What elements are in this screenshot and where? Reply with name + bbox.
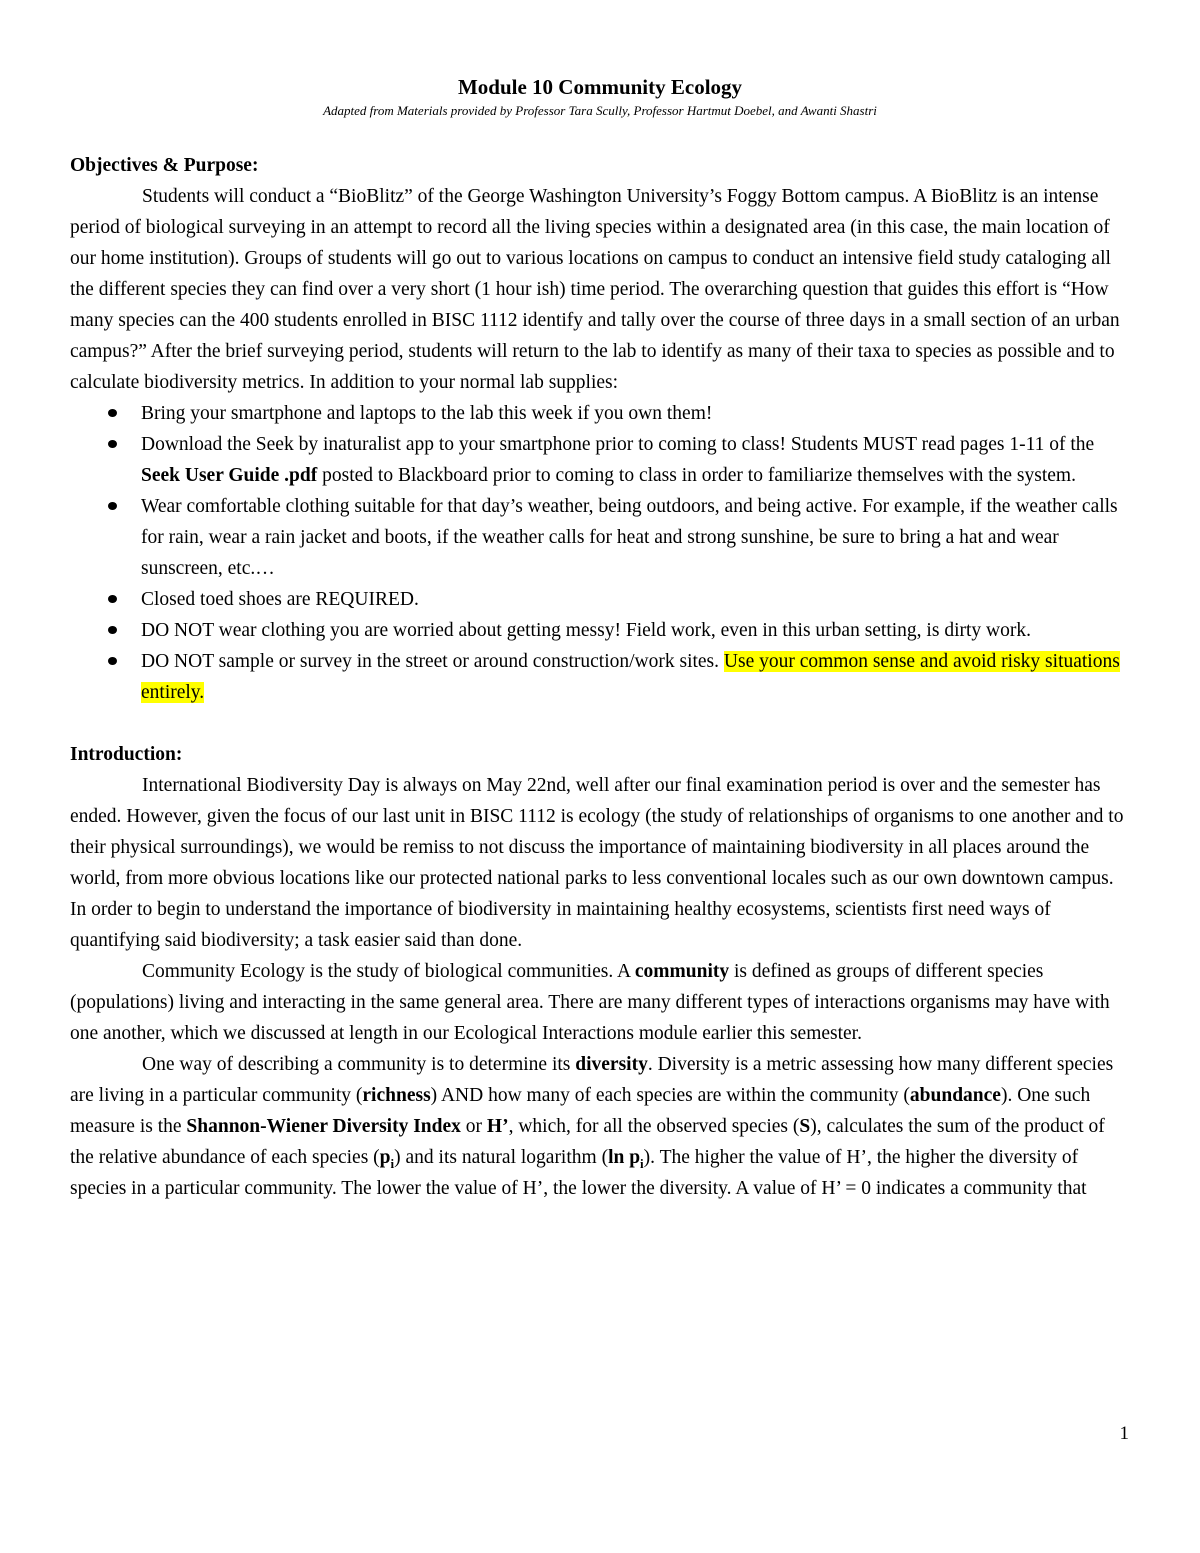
- term-shannon-wiener: Shannon-Wiener Diversity Index: [186, 1116, 461, 1137]
- bullet-icon: [108, 440, 117, 448]
- text-run: ), calculates the sum of the product of the relative abundance of each species (: [70, 1116, 1105, 1168]
- page-title: Module 10 Community Ecology: [457, 75, 743, 99]
- term-s: S: [799, 1116, 811, 1137]
- introduction-paragraph-2: [70, 956, 1130, 1049]
- spacer: [70, 708, 1130, 739]
- bullet-icon: [108, 595, 117, 603]
- seek-guide-reference: Seek User Guide .pdf: [141, 465, 318, 486]
- supplies-list: [70, 398, 1130, 708]
- text-run: One way of describing a community is to determine its: [142, 1054, 576, 1075]
- bullet-text: Closed toed shoes are REQUIRED.: [141, 589, 419, 610]
- introduction-heading: Introduction:: [70, 744, 183, 765]
- list-item: [70, 584, 1130, 615]
- introduction-paragraph-3: [70, 1049, 1130, 1204]
- bullet-text: posted to Blackboard prior to coming to class in order to familiarize themselves with the system.: [317, 465, 1076, 486]
- text-run: , which, for all the observed species (: [508, 1116, 800, 1137]
- text-run: is defined as groups of different species (populations) living and interacting in the same general area. There are many different types of interactions organisms may have with one another, which we discussed at length in our Ecological Interactions module earlier this semester.: [70, 961, 1110, 1044]
- bullet-icon: [108, 502, 117, 510]
- list-item: [70, 429, 1130, 491]
- bullet-icon: [108, 657, 117, 665]
- text-run: ). The higher the value of H’, the higher the diversity of species in a particular community. The lower the value of H’, the lower the diversity. A value of H’ = 0 indicates a community that: [70, 1147, 1087, 1199]
- text-run: ). One such measure is the: [70, 1085, 1091, 1137]
- bullet-text: Wear comfortable clothing suitable for that day’s weather, being outdoors, and being active. For example, if the weather calls for rain, wear a rain jacket and boots, if the weather calls for heat and strong sunshine, be sure to bring a hat and wear sunscreen, etc.…: [141, 496, 1118, 579]
- text-run: or: [460, 1116, 487, 1137]
- text-run: Community Ecology is the study of biological communities. A: [142, 961, 635, 982]
- text-run: ) and its natural logarithm (: [394, 1147, 609, 1168]
- bullet-text: DO NOT wear clothing you are worried about getting messy! Field work, even in this urban setting, is dirty work.: [141, 620, 1031, 641]
- term-community: community: [634, 961, 730, 982]
- objectives-paragraph: Students will conduct a “BioBlitz” of the George Washington University’s Foggy Bottom campus. A BioBlitz is an intense period of biological surveying in an attempt to record all the living species within a designated area (in this case, the main location of our home institution). Groups of students will go out to various locations on campus to conduct an intensive field study cataloging all the different species they can find over a very short (1 hour ish) time period. The overarching question that guides this effort is “How many species can the 400 students enrolled in BISC 1112 identify and tally over the course of three days in a small section of an urban campus?” After the brief surveying period, students will return to the lab to identify as many of their taxa to species as possible and to calculate biodiversity metrics. In addition to your normal lab supplies:: [70, 186, 1120, 393]
- list-item: [70, 398, 1130, 429]
- term-pi: [379, 1147, 395, 1171]
- term-diversity: diversity: [575, 1054, 648, 1075]
- highlighted-warning: Use your common sense and avoid risky situations entirely.: [141, 651, 1120, 703]
- text-run: ln p: [608, 1147, 641, 1168]
- list-item: [70, 646, 1130, 708]
- introduction-paragraph-1: International Biodiversity Day is always on May 22nd, well after our final examination period is over and the semester has ended. However, given the focus of our last unit in BISC 1112 is ecology (the study of relationships of organisms to one another and to their physical surroundings), we would be remiss to not discuss the importance of maintaining biodiversity in all places around the world, from more obvious locations like our protected national parks to less conventional locales such as our own downtown campus. In order to begin to understand the importance of biodiversity in maintaining healthy ecosystems, scientists first need ways of quantifying said biodiversity; a task easier said than done.: [70, 775, 1124, 951]
- bullet-text: Download the Seek by inaturalist app to your smartphone prior to coming to class! Students MUST read pages 1-11 of the: [141, 434, 1095, 455]
- list-item: [70, 491, 1130, 584]
- term-ln-pi: [608, 1147, 644, 1171]
- term-richness: richness: [362, 1085, 431, 1106]
- page-number: 1: [1119, 1423, 1129, 1444]
- bullet-text: DO NOT sample or survey in the street or around construction/work sites.: [141, 651, 724, 672]
- text-run: p: [379, 1147, 391, 1168]
- document-page: [70, 70, 1130, 1204]
- subscript: i: [640, 1155, 644, 1171]
- subscript: i: [390, 1155, 395, 1171]
- bullet-icon: [108, 626, 117, 634]
- bullet-text: Bring your smartphone and laptops to the lab this week if you own them!: [141, 403, 713, 424]
- objectives-heading: Objectives & Purpose:: [70, 155, 259, 176]
- page-subtitle: Adapted from Materials provided by Professor Tara Scully, Professor Hartmut Doebel, and Awanti Shastri: [323, 103, 877, 118]
- text-run: . Diversity is a metric assessing how many different species are living in a particular community (: [70, 1054, 1114, 1106]
- term-abundance: abundance: [909, 1085, 1001, 1106]
- term-h-prime: H’: [486, 1116, 509, 1137]
- list-item: [70, 615, 1130, 646]
- text-run: ) AND how many of each species are within the community (: [430, 1085, 910, 1106]
- bullet-icon: [108, 409, 117, 417]
